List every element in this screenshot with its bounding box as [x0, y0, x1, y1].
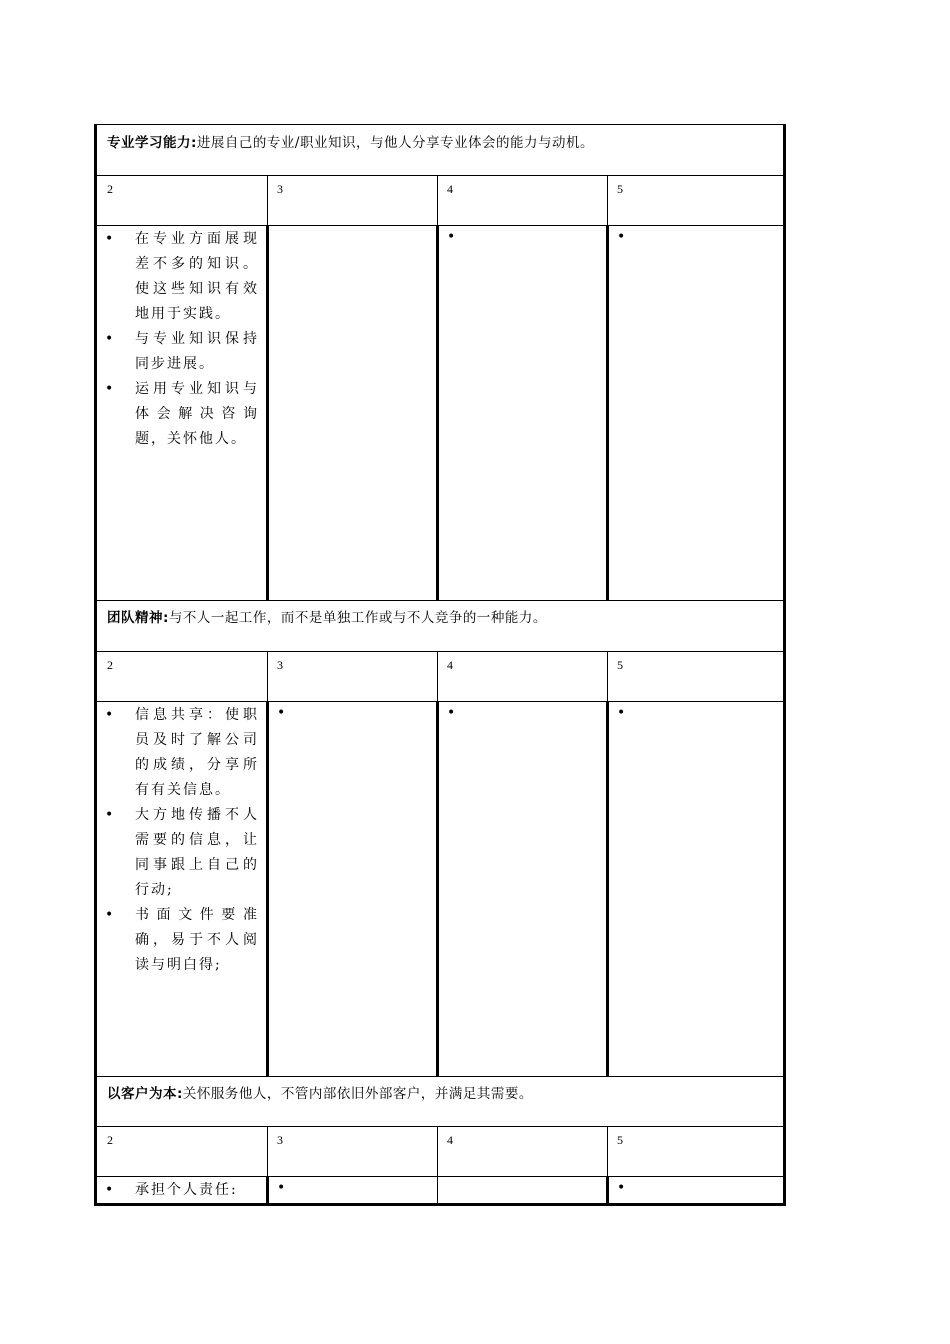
level-label: 2 — [107, 658, 113, 672]
section-description: 与不人一起工作，而不是单独工作或与不人竞争的一种能力。 — [168, 610, 547, 626]
row-divider — [97, 1126, 783, 1127]
section-title: 专业学习能力: — [107, 135, 197, 151]
column-divider — [437, 1176, 438, 1204]
behavior-list — [103, 1178, 259, 1203]
list-item: • 大方地传播不人需要的信息，让同事跟上自己的行动; — [103, 803, 259, 903]
column-divider — [267, 175, 268, 225]
column-divider — [607, 1126, 608, 1176]
row-divider — [97, 651, 783, 652]
row-divider — [97, 701, 783, 702]
column-divider — [436, 225, 439, 600]
column-divider — [607, 175, 608, 225]
competency-table — [94, 124, 786, 1206]
section-description: 进展自己的专业/职业知识，与他人分享专业体会的能力与动机。 — [196, 135, 594, 151]
list-item: • 与专业知识保持同步进展。 — [103, 327, 259, 377]
level-label: 3 — [277, 182, 283, 196]
level-label: 3 — [277, 658, 283, 672]
column-divider — [606, 1176, 609, 1204]
row-divider — [97, 175, 783, 176]
level-label: 5 — [617, 658, 623, 672]
column-divider — [266, 701, 269, 1076]
column-divider — [267, 1126, 268, 1176]
bullet-marker: • — [447, 229, 456, 245]
level-label: 3 — [277, 1133, 283, 1147]
behavior-list — [103, 227, 259, 452]
level-label: 2 — [107, 1133, 113, 1147]
column-divider — [436, 701, 439, 1076]
bullet-marker: • — [277, 705, 286, 721]
section-header — [107, 606, 547, 626]
column-divider — [437, 651, 438, 701]
level-label: 5 — [617, 182, 623, 196]
bullet-marker: • — [617, 1180, 626, 1196]
section-description: 关怀服务他人，不管内部依旧外部客户，并满足其需要。 — [182, 1086, 533, 1102]
bullet-marker: • — [447, 705, 456, 721]
column-divider — [437, 1126, 438, 1176]
section-divider — [97, 1076, 783, 1077]
column-divider — [266, 1176, 269, 1204]
bullet-marker: • — [277, 1180, 286, 1196]
column-divider — [606, 225, 609, 600]
list-item: • 承担个人责任: — [103, 1178, 259, 1203]
section-title: 团队精神: — [107, 610, 169, 626]
list-item: • 运用专业知识与体会解决咨询题，关怀他人。 — [103, 377, 259, 452]
section-title: 以客户为本: — [107, 1086, 183, 1102]
column-divider — [437, 175, 438, 225]
section-header — [107, 131, 594, 151]
bullet-marker: • — [617, 229, 626, 245]
list-item: • 信息共享：使职员及时了解公司的成绩，分享所有有关信息。 — [103, 703, 259, 803]
level-label: 4 — [447, 182, 453, 196]
column-divider — [266, 225, 269, 600]
section-divider — [97, 600, 783, 601]
level-label: 4 — [447, 658, 453, 672]
row-divider — [97, 225, 783, 226]
column-divider — [606, 701, 609, 1076]
row-divider — [97, 1176, 783, 1177]
behavior-list — [103, 703, 259, 978]
level-label: 5 — [617, 1133, 623, 1147]
section-header — [107, 1082, 533, 1102]
bullet-marker: • — [617, 705, 626, 721]
level-label: 4 — [447, 1133, 453, 1147]
list-item: • 书面文件要准确，易于不人阅读与明白得; — [103, 903, 259, 978]
column-divider — [607, 651, 608, 701]
list-item: • 在专业方面展现差不多的知识。使这些知识有效地用于实践。 — [103, 227, 259, 327]
level-label: 2 — [107, 182, 113, 196]
column-divider — [267, 651, 268, 701]
